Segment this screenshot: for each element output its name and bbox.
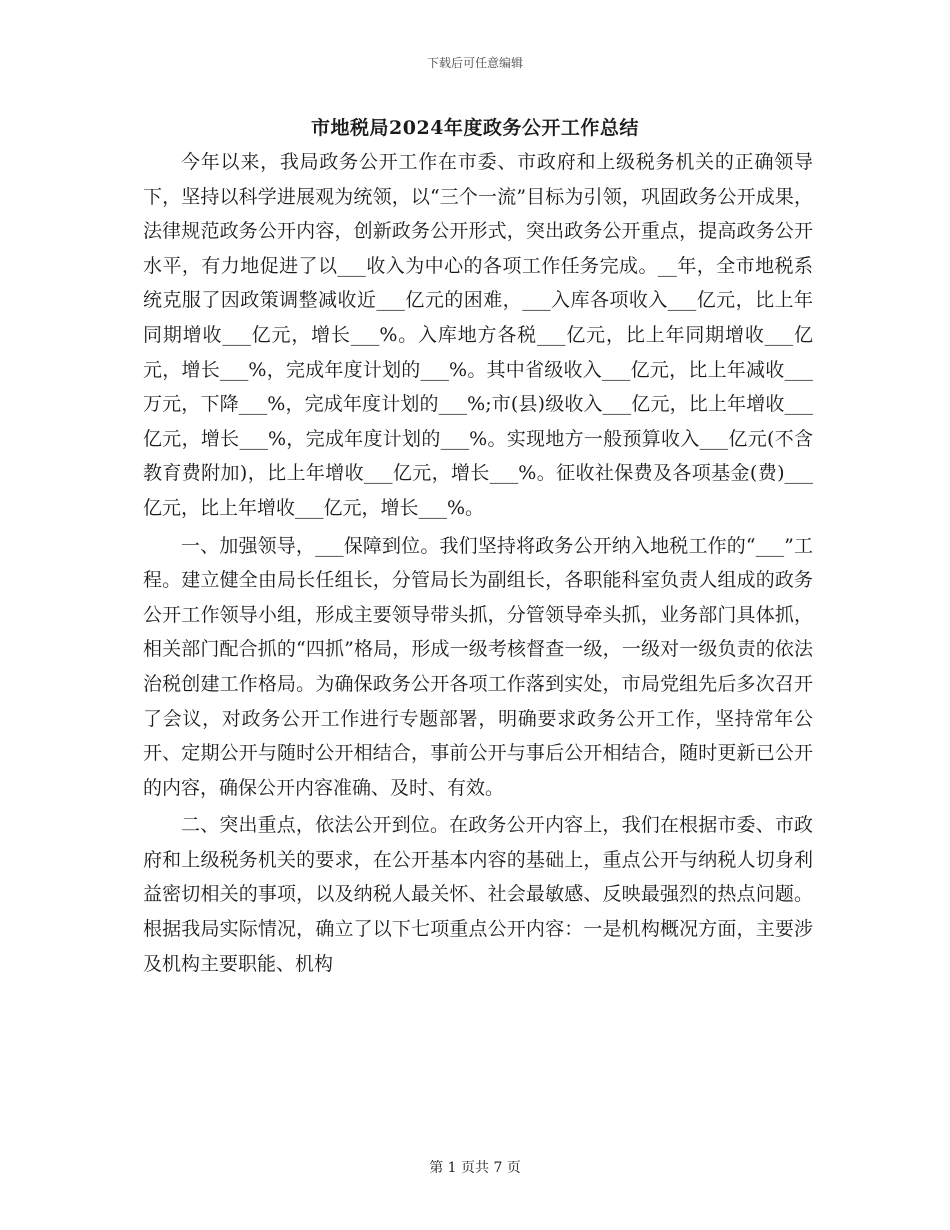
paragraph-intro: 今年以来，我局政务公开工作在市委、市政府和上级税务机关的正确领导下，坚持以科学进展观为统领，以“三个一流”目标为引领，巩固政务公开成果，法律规范政务公开内容，创新政务公开形式，突出政务公开重点，提高政务公开水平，有力地促进了以___收入为中心的各项工作任务完成。__年，全市地税系统克服了因政策调整减收近___亿元的困难，___入库各项收入___亿元，比上年同期增收___亿元，增长___%。入库地方各税___亿元，比上年同期增收___亿元，增长___%，完成年度计划的___%。其中省级收入___亿元，比上年减收___万元，下降___%，完成年度计划的___%;市(县)级收入___亿元，比上年增收___亿元，增长___%，完成年度计划的___%。实现地方一般预算收入___亿元(不含教育费附加)，比上年增收___亿元，增长___%。征收社保费及各项基金(费)___亿元，比上年增收___亿元，增长___%。 [143,151,813,519]
page-number: 第 1 页共 7 页 [429,1160,521,1176]
paragraph-section-2: 二、突出重点，依法公开到位。在政务公开内容上，我们在根据市委、市政府和上级税务机关的要求，在公开基本内容的基础上，重点公开与纳税人切身利益密切相关的事项，以及纳税人最关怀、社会最敏感、反映最强烈的热点问题。根据我局实际情况，确立了以下七项重点公开内容：一是机构概况方面，主要涉及机构主要职能、机构 [143,814,813,975]
paragraph-section-1: 一、加强领导，___保障到位。我们坚持将政务公开纳入地税工作的“___”工程。建立健全由局长任组长，分管局长为副组长，各职能科室负责人组成的政务公开工作领导小组，形成主要领导带头抓，分管领导牵头抓，业务部门具体抓，相关部门配合抓的“四抓”格局，形成一级考核督查一级，一级对一级负责的依法治税创建工作格局。为确保政务公开各项工作落到实处，市局党组先后多次召开了会议，对政务公开工作进行专题部署，明确要求政务公开工作，坚持常年公开、定期公开与随时公开相结合，事前公开与事后公开相结合，随时更新已公开的内容，确保公开内容准确、及时、有效。 [143,534,813,799]
document-title: 市地税局2024年度政务公开工作总结 [311,117,639,139]
document-body [143,145,813,981]
header-note: 下载后可任意编辑 [426,56,523,70]
